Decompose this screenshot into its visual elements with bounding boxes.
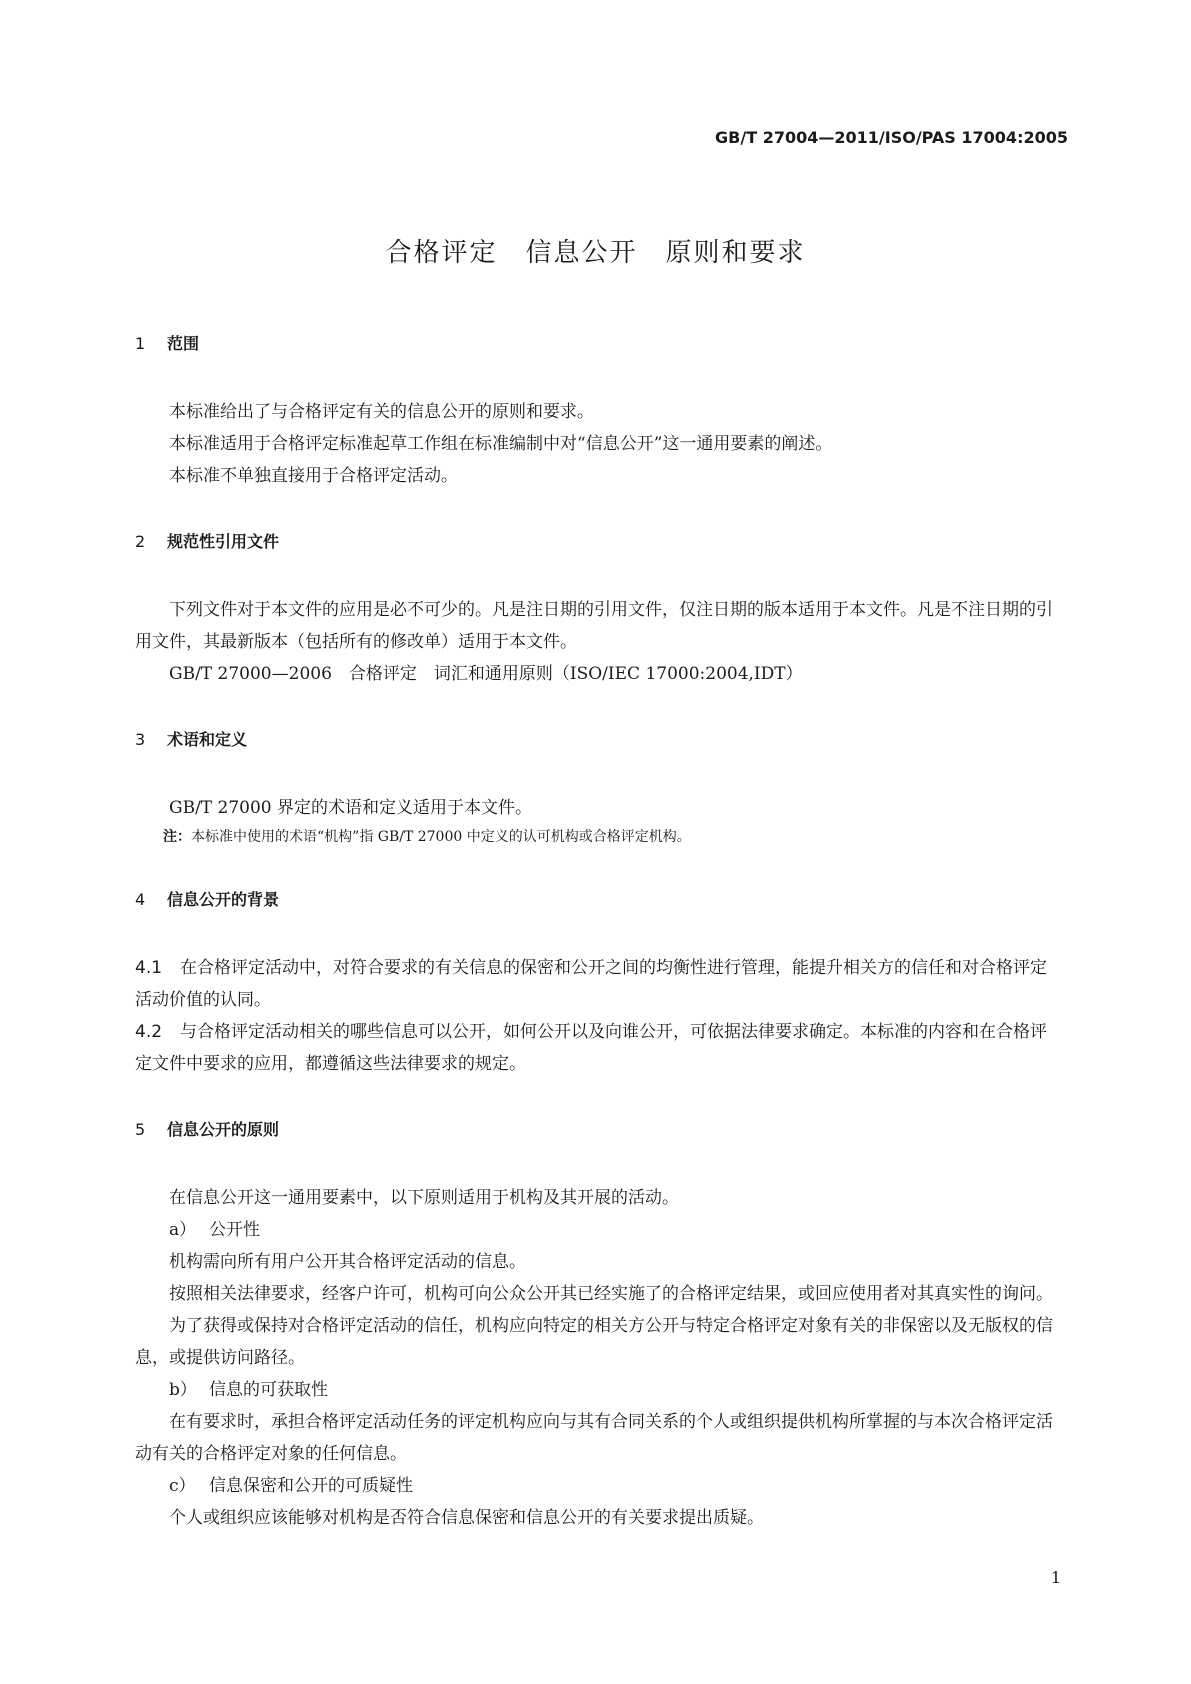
list-item-title: 信息保密和公开的可质疑性 xyxy=(209,1476,413,1496)
paragraph: 机构需向所有用户公开其合格评定活动的信息。 xyxy=(169,1252,526,1272)
section-title: 术语和定义 xyxy=(167,730,248,749)
list-item-b xyxy=(135,1374,1055,1406)
section-5-heading xyxy=(135,1118,1055,1142)
note-label: 注： xyxy=(163,829,191,845)
clause-number: 4.1 xyxy=(135,958,163,978)
section-4-body xyxy=(135,952,1055,1080)
section-number: 4 xyxy=(135,890,146,909)
section-number: 3 xyxy=(135,730,146,749)
section-1-heading xyxy=(135,332,1055,356)
list-item-c xyxy=(135,1470,1055,1502)
list-marker: a） xyxy=(169,1220,197,1240)
paragraph: 下列文件对于本文件的应用是必不可少的。凡是注日期的引用文件，仅注日期的版本适用于本文件。凡是不注日期的引用文件，其最新版本（包括所有的修改单）适用于本文件。 xyxy=(135,600,1053,652)
paragraph: 在有要求时，承担合格评定活动任务的评定机构应向与其有合同关系的个人或组织提供机构所掌握的与本次合格评定活动有关的合格评定对象的任何信息。 xyxy=(135,1412,1053,1464)
paragraph: 在信息公开这一通用要素中，以下原则适用于机构及其开展的活动。 xyxy=(169,1188,679,1208)
section-2-heading xyxy=(135,530,1055,554)
section-title: 范围 xyxy=(167,334,200,353)
paragraph: GB/T 27000 界定的术语和定义适用于本文件。 xyxy=(169,798,533,818)
section-number: 1 xyxy=(135,334,146,353)
clause-text: 在合格评定活动中，对符合要求的有关信息的保密和公开之间的均衡性进行管理，能提升相关方的信任和对合格评定活动价值的认同。 xyxy=(135,958,1048,1010)
paragraph: 为了获得或保持对合格评定活动的信任，机构应向特定的相关方公开与特定合格评定对象有关的非保密以及无版权的信息，或提供访问路径。 xyxy=(135,1316,1053,1368)
clause-4-2 xyxy=(135,1016,1055,1080)
paragraph: 按照相关法律要求，经客户许可，机构可向公众公开其已经实施了的合格评定结果，或回应使用者对其真实性的询问。 xyxy=(169,1284,1053,1304)
paragraph: 个人或组织应该能够对机构是否符合信息保密和信息公开的有关要求提出质疑。 xyxy=(169,1508,764,1528)
section-title: 信息公开的原则 xyxy=(167,1120,280,1139)
paragraph: 本标准给出了与合格评定有关的信息公开的原则和要求。 xyxy=(169,402,594,422)
list-marker: c） xyxy=(169,1476,196,1496)
normative-reference: GB/T 27000—2006 合格评定 词汇和通用原则（ISO/IEC 17000:2004,IDT） xyxy=(169,664,803,684)
list-marker: b） xyxy=(169,1380,197,1400)
note-text: 本标准中使用的术语“机构”指 GB/T 27000 中定义的认可机构或合格评定机构。 xyxy=(191,829,691,845)
section-3-heading xyxy=(135,728,1055,752)
page-number: 1 xyxy=(1050,1568,1061,1587)
clause-text: 与合格评定活动相关的哪些信息可以公开，如何公开以及向谁公开，可依据法律要求确定。本标准的内容和在合格评定文件中要求的应用，都遵循这些法律要求的规定。 xyxy=(135,1022,1048,1074)
section-number: 2 xyxy=(135,532,146,551)
section-4-heading xyxy=(135,888,1055,912)
section-2-body xyxy=(135,594,1055,690)
list-item-title: 公开性 xyxy=(209,1220,260,1240)
section-5-body xyxy=(135,1182,1055,1534)
section-number: 5 xyxy=(135,1120,146,1139)
paragraph: 本标准不单独直接用于合格评定活动。 xyxy=(169,466,458,486)
clause-4-1 xyxy=(135,952,1055,1016)
section-1-body xyxy=(135,396,1055,492)
clause-number: 4.2 xyxy=(135,1022,163,1042)
section-title: 信息公开的背景 xyxy=(167,890,280,909)
list-item-title: 信息的可获取性 xyxy=(209,1380,328,1400)
document-body xyxy=(135,332,1055,1534)
document-title: 合格评定 信息公开 原则和要求 xyxy=(385,238,806,268)
note xyxy=(135,824,1055,850)
standard-number: GB/T 27004—2011/ISO/PAS 17004:2005 xyxy=(715,128,1068,147)
paragraph: 本标准适用于合格评定标准起草工作组在标准编制中对“信息公开”这一通用要素的阐述。 xyxy=(169,434,833,454)
list-item-a xyxy=(135,1214,1055,1246)
section-title: 规范性引用文件 xyxy=(167,532,280,551)
